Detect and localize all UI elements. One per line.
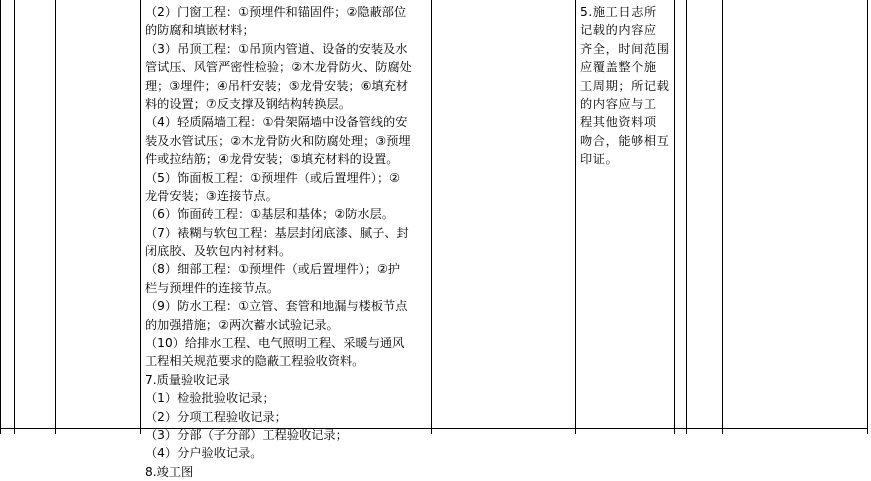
- note-line: 工周期；所记载: [580, 78, 670, 93]
- column-border: [140, 0, 141, 434]
- text-line: 的防腐和填嵌材料；: [145, 23, 255, 38]
- note-line: 吻合，能够相互: [580, 133, 670, 148]
- text-line: 闭底胶、及软包内衬材料。: [145, 244, 292, 259]
- text-line: （2）分项工程验收记录；: [145, 409, 287, 424]
- text-line: （4）轻质隔墙工程：①骨架隔墙中设备管线的安: [145, 115, 408, 130]
- column-border: [674, 0, 675, 434]
- text-line: （3）分部（子分部）工程验收记录；: [145, 427, 348, 442]
- column-border: [722, 0, 723, 434]
- requirement-note-cell: [580, 3, 672, 169]
- text-line: （8）细部工程：①预埋件（或后置埋件）；②护: [145, 262, 401, 277]
- section-heading: 8.竣工图: [145, 464, 194, 479]
- text-line: （1）检验批验收记录；: [145, 391, 275, 406]
- note-line: 记载的内容应: [580, 23, 657, 38]
- text-line: （7）裱糊与软包工程：基层封闭底漆、腻子、封: [145, 225, 409, 240]
- document-content-cell: [145, 3, 429, 481]
- note-line: 应覆盖整个施: [580, 60, 657, 75]
- column-border: [0, 0, 1, 434]
- text-line: 工程相关规范要求的隐蔽工程验收资料。: [145, 354, 365, 369]
- column-border: [575, 0, 576, 434]
- column-border: [867, 0, 868, 434]
- note-line: 5.施工日志所: [580, 5, 657, 19]
- text-line: （3）吊顶工程：①吊顶内管道、设备的安装及水: [145, 41, 408, 56]
- column-border: [686, 0, 687, 434]
- text-line: 料的设置；⑦反支撑及钢结构转换层。: [145, 96, 351, 111]
- text-line: 栏与预埋件的连接节点。: [145, 280, 280, 295]
- text-line: 件或拉结筋；④龙骨安装；⑤填充材料的设置。: [145, 152, 399, 167]
- text-line: 装及水管试压；②木龙骨防火和防腐处理；③预埋: [145, 133, 411, 148]
- note-line: 齐全，时间范围: [580, 41, 670, 56]
- column-border: [431, 0, 432, 434]
- text-line: 管试压、风管严密性检验；②木龙骨防火、防腐处: [145, 60, 412, 75]
- text-line: （6）饰面砖工程：①基层和基体；②防水层。: [145, 207, 394, 222]
- row-border: [0, 428, 868, 429]
- text-line: （4）分户验收记录。: [145, 446, 263, 461]
- text-line: （5）饰面板工程：①预埋件（或后置埋件）；②: [145, 170, 401, 185]
- note-line: 的内容应与工: [580, 96, 657, 111]
- note-line: 印证。: [580, 152, 619, 167]
- section-heading: 7.质量验收记录: [145, 372, 230, 387]
- text-line: 龙骨安装；③连接节点。: [145, 188, 278, 203]
- column-border: [55, 0, 56, 434]
- text-line: （10）给排水工程、电气照明工程、采暖与通风: [145, 336, 405, 351]
- text-line: （9）防水工程：①立管、套管和地漏与楼板节点: [145, 299, 408, 314]
- column-border: [14, 0, 15, 434]
- note-line: 程其他资料项: [580, 115, 657, 130]
- text-line: 的加强措施；②两次蓄水试验记录。: [145, 317, 339, 332]
- text-line: （2）门窗工程：①预埋件和锚固件；②隐蔽部位: [145, 5, 407, 19]
- text-line: 理；③埋件；④吊杆安装；⑤龙骨安装；⑥填充材: [145, 78, 409, 93]
